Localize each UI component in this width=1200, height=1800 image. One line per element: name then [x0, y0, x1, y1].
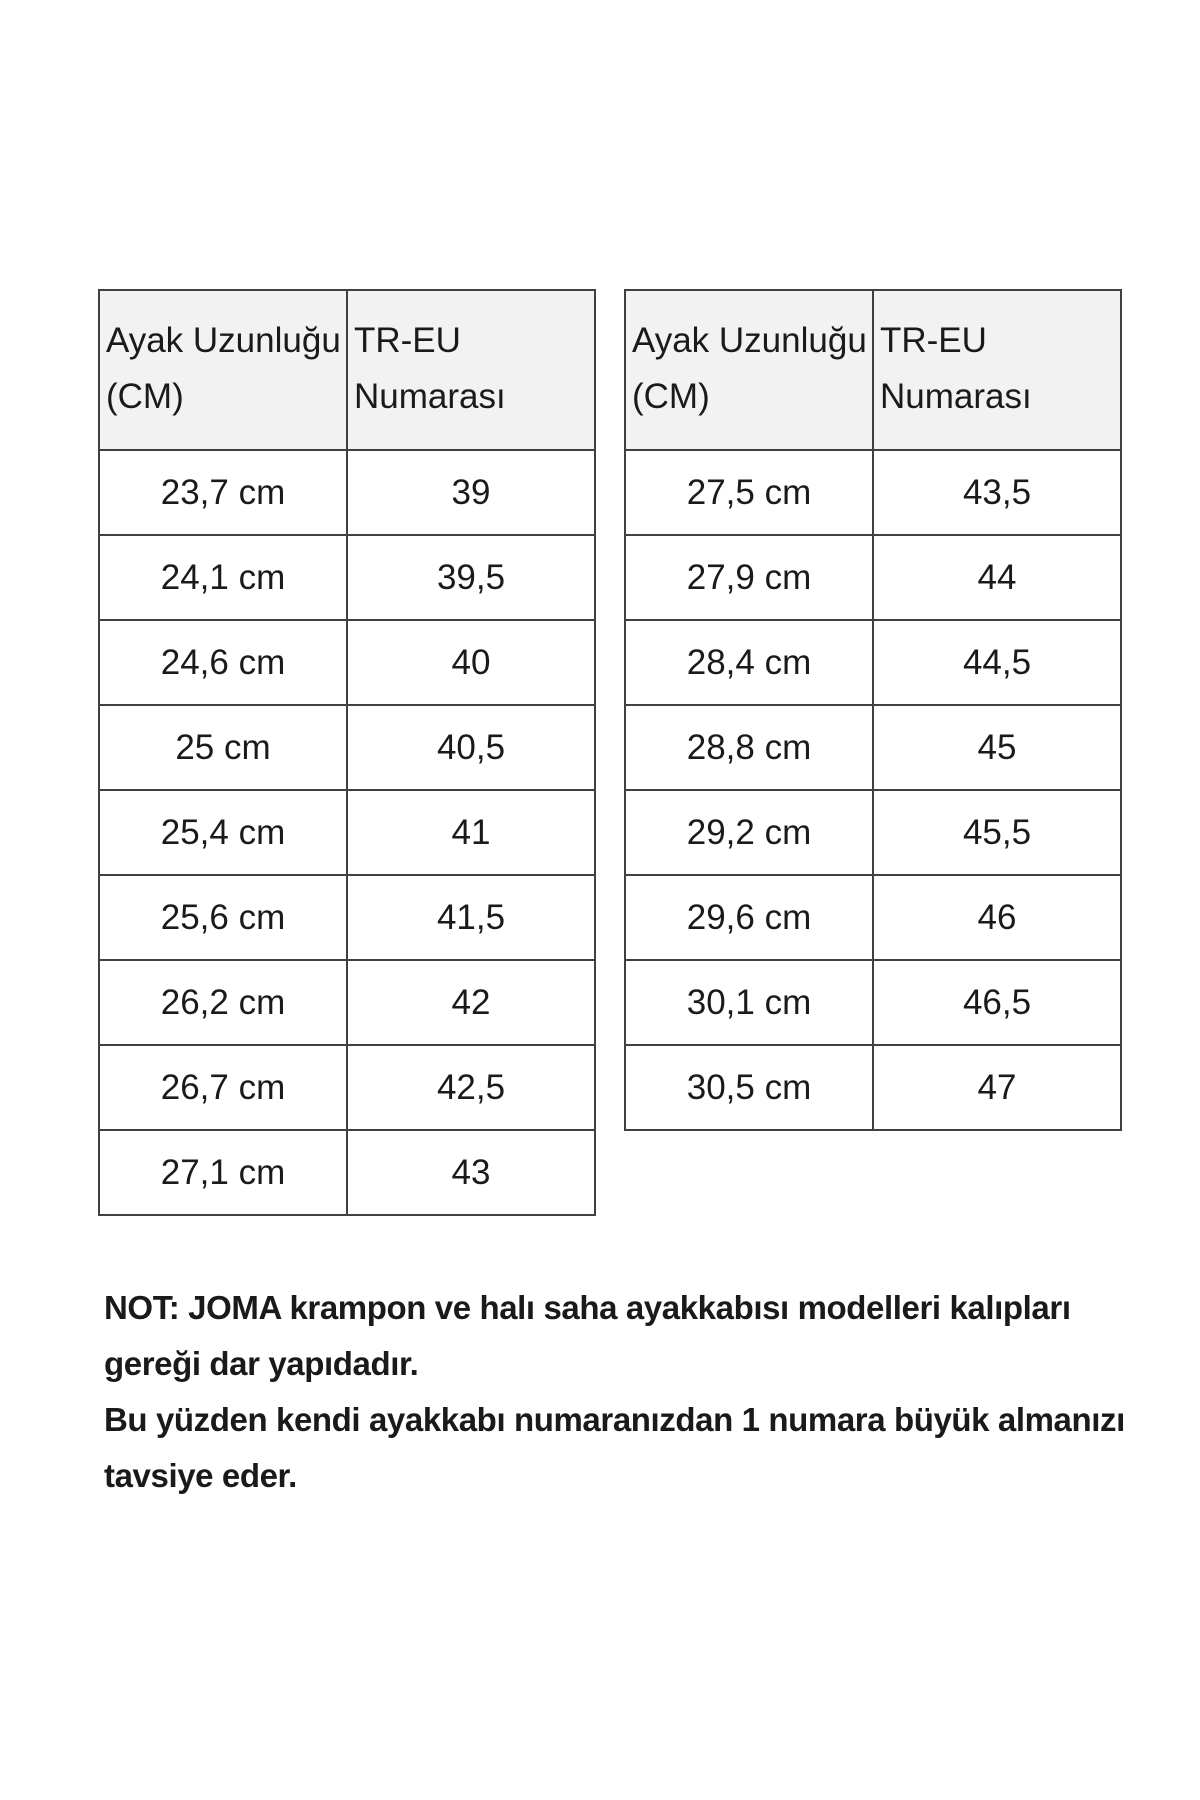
table-row [625, 535, 1121, 620]
shoe-size-cell: 39 [347, 450, 595, 535]
shoe-size-cell: 41 [347, 790, 595, 875]
size-table-left-body [99, 450, 595, 1215]
shoe-size-cell: 45,5 [873, 790, 1121, 875]
shoe-size-cell: 47 [873, 1045, 1121, 1130]
header-tr-eu-label: TR-EU [880, 321, 987, 360]
table-row [625, 450, 1121, 535]
header-tr-eu-subtitle: Numarası [354, 377, 506, 416]
header-tr-eu-size [873, 290, 1121, 450]
table-row [625, 790, 1121, 875]
foot-length-cell: 29,2 cm [625, 790, 873, 875]
table-row [625, 705, 1121, 790]
foot-length-cell: 28,4 cm [625, 620, 873, 705]
shoe-size-cell: 42 [347, 960, 595, 1045]
foot-length-cell: 25,4 cm [99, 790, 347, 875]
header-foot-length [99, 290, 347, 450]
shoe-size-cell: 43,5 [873, 450, 1121, 535]
table-row [99, 960, 595, 1045]
foot-length-cell: 25,6 cm [99, 875, 347, 960]
table-row [99, 875, 595, 960]
table-header-row [625, 290, 1121, 450]
header-tr-eu-label: TR-EU [354, 321, 461, 360]
fit-note [104, 1280, 1144, 1504]
header-tr-eu-size [347, 290, 595, 450]
table-row [99, 620, 595, 705]
shoe-size-cell: 44,5 [873, 620, 1121, 705]
foot-length-cell: 25 cm [99, 705, 347, 790]
foot-length-cell: 24,1 cm [99, 535, 347, 620]
header-foot-length-unit: (CM) [632, 377, 710, 416]
table-row [99, 450, 595, 535]
shoe-size-cell: 39,5 [347, 535, 595, 620]
foot-length-cell: 24,6 cm [99, 620, 347, 705]
foot-length-cell: 23,7 cm [99, 450, 347, 535]
foot-length-cell: 30,1 cm [625, 960, 873, 1045]
header-foot-length-unit: (CM) [106, 377, 184, 416]
foot-length-cell: 27,9 cm [625, 535, 873, 620]
table-row [625, 875, 1121, 960]
foot-length-cell: 27,1 cm [99, 1130, 347, 1215]
foot-length-cell: 28,8 cm [625, 705, 873, 790]
shoe-size-cell: 42,5 [347, 1045, 595, 1130]
header-foot-length-label: Ayak Uzunluğu [106, 321, 341, 360]
note-line-4: tavsiye eder. [104, 1457, 297, 1494]
table-row [99, 790, 595, 875]
table-row [625, 620, 1121, 705]
table-row [625, 960, 1121, 1045]
note-line-1: NOT: JOMA krampon ve halı saha ayakkabısı modelleri kalıpları [104, 1289, 1071, 1326]
shoe-size-cell: 40 [347, 620, 595, 705]
foot-length-cell: 27,5 cm [625, 450, 873, 535]
table-row [99, 535, 595, 620]
foot-length-cell: 30,5 cm [625, 1045, 873, 1130]
shoe-size-cell: 40,5 [347, 705, 595, 790]
table-row [99, 1130, 595, 1215]
table-header-row [99, 290, 595, 450]
foot-length-cell: 26,7 cm [99, 1045, 347, 1130]
shoe-size-cell: 46 [873, 875, 1121, 960]
header-foot-length-label: Ayak Uzunluğu [632, 321, 867, 360]
header-tr-eu-subtitle: Numarası [880, 377, 1032, 416]
shoe-size-cell: 44 [873, 535, 1121, 620]
table-row [99, 1045, 595, 1130]
shoe-size-cell: 46,5 [873, 960, 1121, 1045]
shoe-size-cell: 43 [347, 1130, 595, 1215]
shoe-size-cell: 45 [873, 705, 1121, 790]
size-table-left [98, 289, 596, 1216]
table-row [99, 705, 595, 790]
table-row [625, 1045, 1121, 1130]
header-foot-length [625, 290, 873, 450]
foot-length-cell: 29,6 cm [625, 875, 873, 960]
size-table-right [624, 289, 1122, 1131]
note-line-2: gereği dar yapıdadır. [104, 1345, 419, 1382]
size-table-right-body [625, 450, 1121, 1130]
shoe-size-cell: 41,5 [347, 875, 595, 960]
foot-length-cell: 26,2 cm [99, 960, 347, 1045]
note-line-3: Bu yüzden kendi ayakkabı numaranızdan 1 numara büyük almanızı [104, 1401, 1125, 1438]
